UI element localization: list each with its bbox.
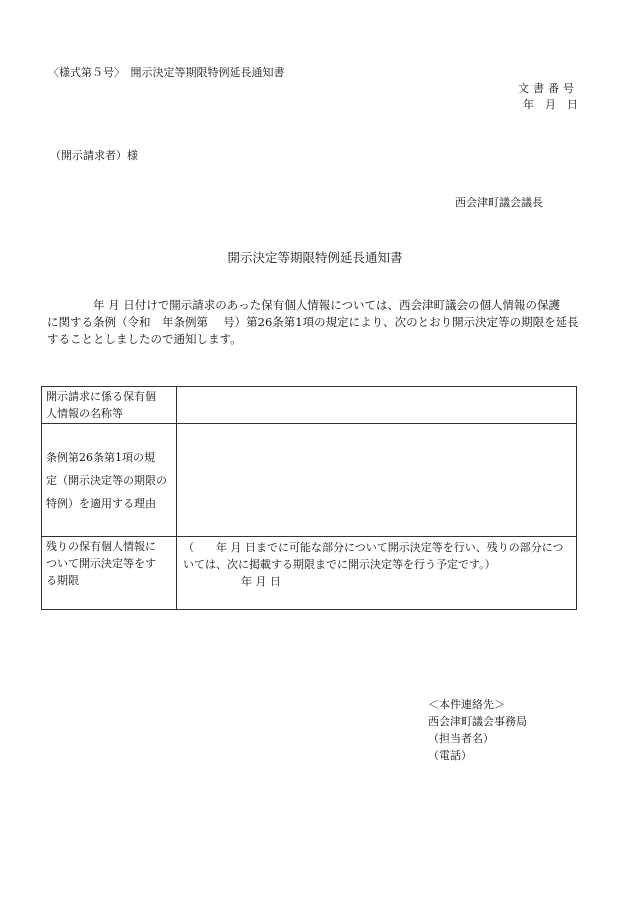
row-content-deadline: （ 年 月 日までに可能な部分について開示決定等を行い、残りの部分につ いては、次に掲載する期限までに開示決定等を行う予定です。） 年 月 日 xyxy=(177,537,577,610)
contact-block xyxy=(428,696,527,764)
sender: 西会津町議会議長 xyxy=(455,196,543,209)
body-line: に関する条例（令和 年条例第 号）第26条第1項の規定により、次のとおり開示決定等の期限を延長 xyxy=(47,315,579,329)
body-text xyxy=(47,297,587,348)
row-content-info-name xyxy=(177,387,577,424)
document-date-label: 年 月 日 xyxy=(523,98,578,111)
row-label-deadline: 残りの保有個人情報に ついて開示決定等をす る期限 xyxy=(42,537,177,610)
contact-office: 西会津町議会事務局 xyxy=(428,715,527,728)
details-table xyxy=(41,386,577,610)
body-line: することとしましたので通知します。 xyxy=(47,332,242,346)
table-row xyxy=(42,387,577,424)
table-row xyxy=(42,537,577,610)
page-title: 開示決定等期限特例延長通知書 xyxy=(227,250,403,265)
table-row xyxy=(42,424,577,537)
recipient: （開示請求者）様 xyxy=(50,149,138,162)
contact-person: （担当者名） xyxy=(428,732,494,745)
row-content-reason xyxy=(177,424,577,537)
contact-heading: ＜本件連絡先＞ xyxy=(428,698,505,711)
body-line: 年 月 日付けで開示請求のあった保有個人情報については、西会津町議会の個人情報の保護 xyxy=(47,298,560,312)
row-label-info-name: 開示請求に係る保有個 人情報の名称等 xyxy=(42,387,177,424)
document-number-label: 文書番号 xyxy=(518,82,578,95)
row-label-reason: 条例第26条第1項の規 定（開示決定等の期限の 特例）を適用する理由 xyxy=(42,424,177,537)
form-label: 〈様式第５号〉 開示決定等期限特例延長通知書 xyxy=(48,66,285,79)
contact-phone: （電話） xyxy=(428,749,472,762)
